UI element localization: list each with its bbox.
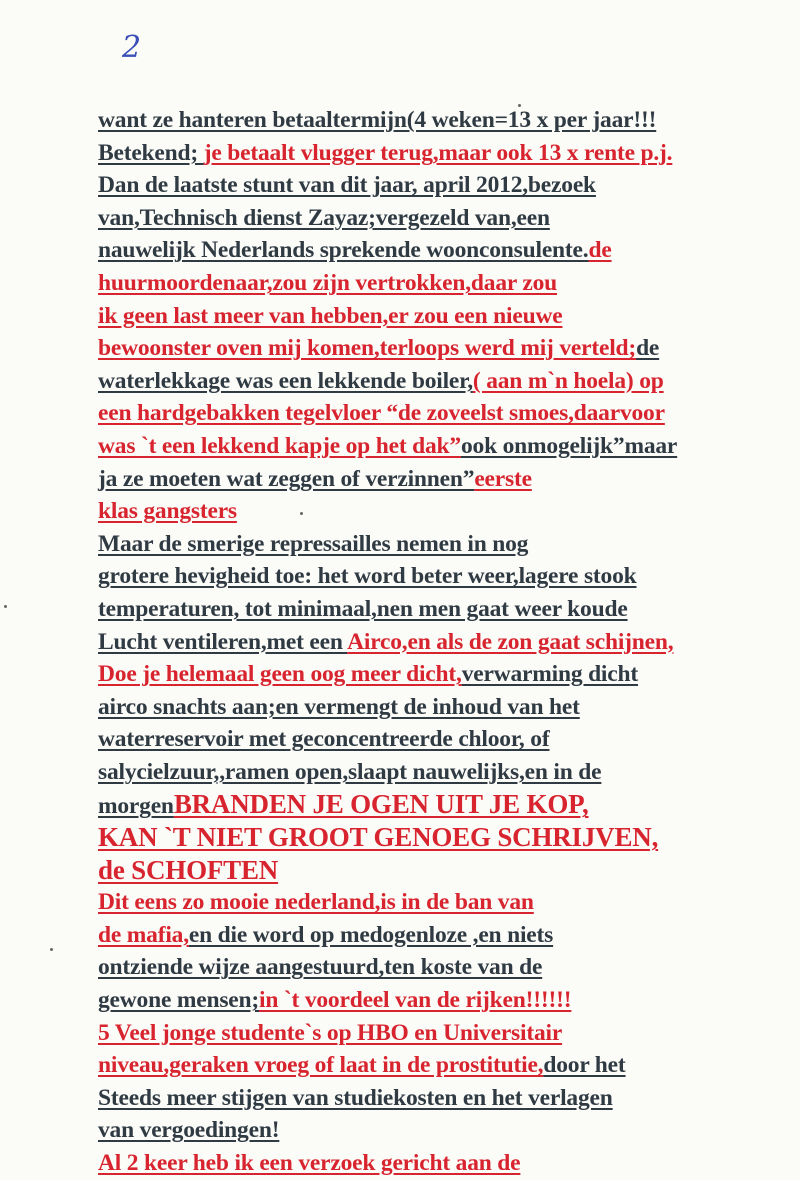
black-text-segment: Lucht ventileren,met een (98, 628, 348, 655)
text-line (98, 137, 798, 170)
text-line (98, 495, 798, 528)
text-line (98, 560, 798, 593)
red-text-segment: je betaalt vlugger terug,maar ook 13 x rente p.j. (203, 139, 673, 166)
document-body (98, 104, 798, 1180)
text-line (98, 332, 798, 365)
red-text-segment: de (588, 237, 612, 264)
red-text-segment: de mafia, (98, 921, 189, 948)
red-text-segment: een hardgebakken tegelvloer “de zoveelst smoes,daarvoor (98, 400, 665, 427)
text-line (98, 854, 798, 887)
text-line (98, 919, 798, 952)
scan-speck (4, 605, 7, 608)
text-line (98, 821, 798, 854)
text-line (98, 267, 798, 300)
red-text-segment: ik geen last meer van hebben,er zou een nieuwe (98, 302, 563, 329)
text-line (98, 1049, 798, 1082)
text-line (98, 886, 798, 919)
red-text-segment: niveau,geraken vroeg of laat in de prostitutie, (98, 1052, 544, 1079)
text-line (98, 169, 798, 202)
black-text-segment: Dan de laatste stunt van dit jaar, april 2012,bezoek (98, 172, 596, 199)
text-line (98, 1082, 798, 1115)
red-text-segment: Airco,en als de zon gaat schijnen, (347, 628, 674, 655)
black-text-segment: nauwelijk Nederlands sprekende woonconsulente. (98, 237, 589, 264)
red-text-segment: 5 Veel jonge studente`s op HBO en Universitair (98, 1019, 563, 1046)
black-text-segment: Maar de smerige repressailles nemen in nog (98, 530, 529, 557)
red-text-segment: KAN `T NIET GROOT GENOEG SCHRIJVEN, (98, 822, 659, 853)
text-line (98, 723, 798, 756)
scan-speck (518, 104, 521, 107)
page-number: 2 (122, 30, 142, 65)
black-text-segment: temperaturen, tot minimaal,nen men gaat weer koude (98, 595, 628, 622)
text-line (98, 528, 798, 561)
black-text-segment: van vergoedingen! (98, 1117, 280, 1144)
text-line (98, 430, 798, 463)
text-line (98, 1114, 798, 1147)
black-text-segment: morgen (98, 793, 174, 820)
black-text-segment: want ze hanteren betaaltermijn(4 weken=13 x per jaar!!! (98, 107, 657, 133)
black-text-segment: Betekend; (98, 139, 204, 166)
text-line (98, 397, 798, 430)
text-line (98, 984, 798, 1017)
text-line (98, 756, 798, 789)
black-text-segment: verwarming dicht (461, 661, 638, 688)
text-line (98, 951, 798, 984)
red-text-segment: BRANDEN JE OGEN UIT JE KOP, (173, 789, 589, 820)
text-line (98, 626, 798, 659)
text-line (98, 202, 798, 235)
black-text-segment: en die word op medogenloze ,en niets (188, 921, 554, 948)
black-text-segment: de (636, 335, 660, 362)
red-text-segment: huurmoordenaar,zou zijn vertrokken,daar zou (98, 269, 558, 296)
text-line (98, 691, 798, 724)
text-line (98, 788, 798, 821)
scan-speck (300, 512, 303, 515)
black-text-segment: grotere hevigheid toe: het word beter weer,lagere stook (98, 563, 637, 590)
text-line (98, 104, 798, 137)
black-text-segment: ja ze moeten wat zeggen of verzinnen” (98, 465, 475, 492)
red-text-segment: was `t een lekkend kapje op het dak” (98, 432, 461, 459)
text-line (98, 593, 798, 626)
text-line (98, 365, 798, 398)
black-text-segment: salycielzuur,,ramen open,slaapt nauwelijks,en in de (98, 758, 602, 785)
text-line (98, 1017, 798, 1050)
black-text-segment: ontziende wijze aangestuurd,ten koste van de (98, 954, 543, 981)
black-text-segment: door het (543, 1052, 626, 1079)
red-text-segment: Dit eens zo mooie nederland,is in de ban van (98, 889, 534, 916)
red-text-segment: eerste (474, 465, 532, 492)
red-text-segment: Al 2 keer heb ik een verzoek gericht aan de (98, 1150, 521, 1176)
scan-speck (50, 948, 53, 951)
black-text-segment: waterlekkage was een lekkende boiler, (98, 367, 473, 394)
red-text-segment: de SCHOFTEN (98, 854, 279, 885)
text-line (98, 463, 798, 496)
red-text-segment: ( aan m`n hoela) op (472, 367, 664, 394)
text-line (98, 1147, 798, 1180)
black-text-segment: gewone mensen; (98, 987, 260, 1014)
text-line (98, 234, 798, 267)
red-text-segment: bewoonster oven mij komen,terloops werd mij verteld; (98, 335, 637, 362)
black-text-segment: van,Technisch dienst Zayaz;vergezeld van,een (98, 204, 550, 231)
text-line (98, 300, 798, 333)
red-text-segment: Doe je helemaal geen oog meer dicht, (98, 661, 462, 688)
red-text-segment: klas gangsters (98, 498, 237, 525)
red-text-segment: in `t voordeel van de rijken!!!!!! (259, 987, 572, 1014)
black-text-segment: ook onmogelijk”maar (460, 432, 678, 459)
black-text-segment: airco snachts aan;en vermengt de inhoud van het (98, 693, 580, 720)
text-line (98, 658, 798, 691)
black-text-segment: waterreservoir met geconcentreerde chloor, of (98, 726, 550, 753)
black-text-segment: Steeds meer stijgen van studiekosten en het verlagen (98, 1084, 613, 1111)
